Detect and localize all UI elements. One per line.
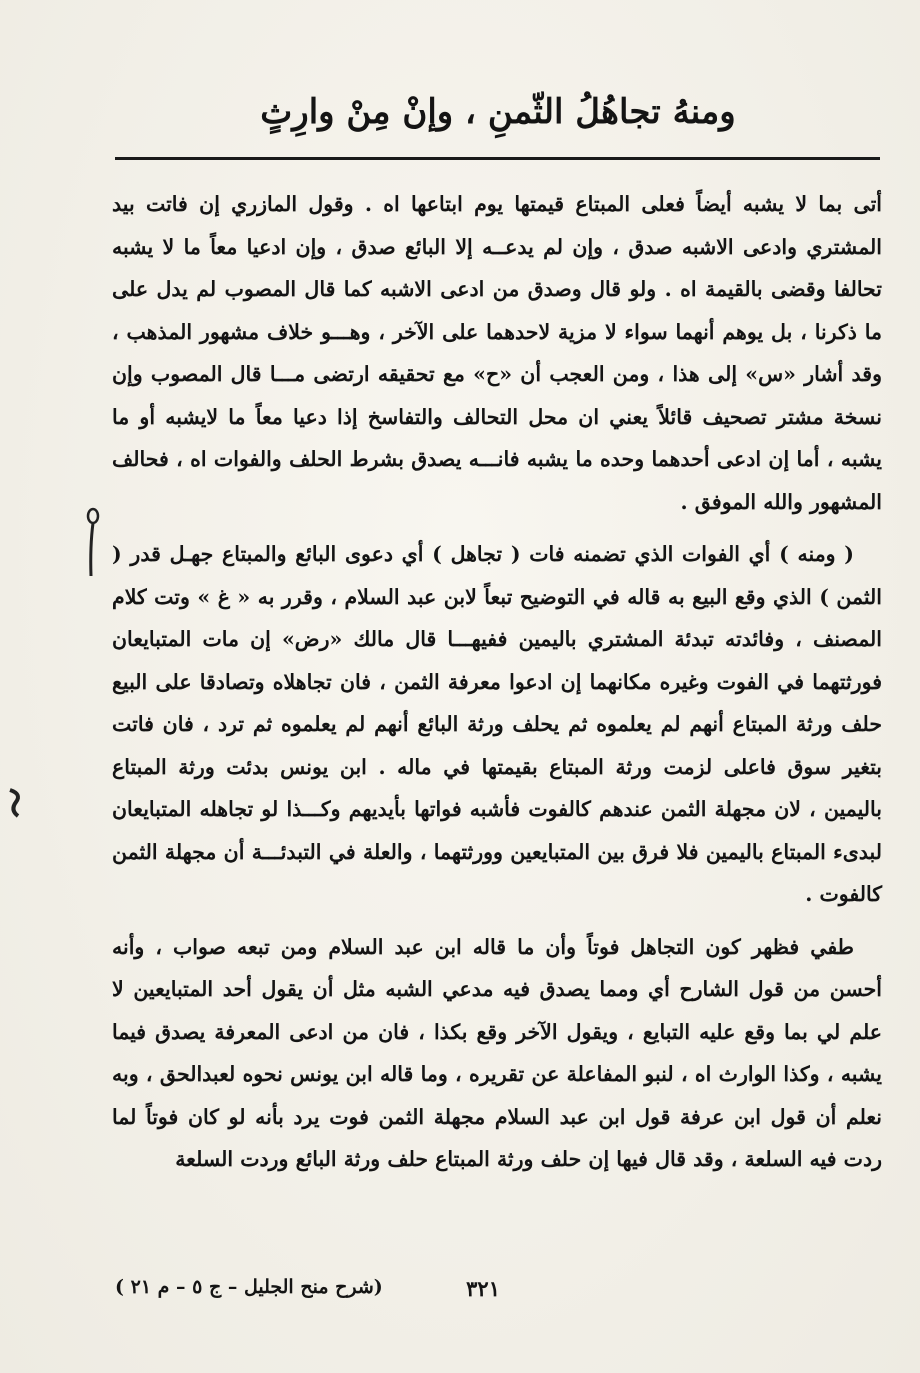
paragraph: طفي فظهر كون التجاهل فوتاً وأن ما قاله ابن عبد السلام ومن تبعه صواب ، وأنه أحسن من قول الشارح أي ومما يصدق فيه مدعي الشبه مثل أن يقول أحد المتبايعين لا علم لي بما وقع عليه التبايع ، ويقول الآخر وقع بكذا ، فان من ادعى المعرفة يصدق فيما يشبه ، وكذا الوارث اه ، لنبو المفاعلة عن تقريره ، وما قاله ابن يونس نحوه لعبدالحق ، وبه نعلم أن قول ابن عرفة قول ابن عبد السلام مجهلة الثمن فوت يرد بأنه لو كان فوتاً لما ردت فيه السلعة ، وقد قال فيها إن حلف ورثة المبتاع حلف ورثة البائع وردت السلعة [112,934,882,1171]
page-footer [115,1276,880,1306]
page-number: ٣٢١ [466,1276,500,1301]
paragraph: أتى بما لا يشبه أيضاً فعلى المبتاع قيمتها يوم ابتاعها اه . وقول المازري إن فاتت بيد المشتري وادعى الاشبه صدق ، وإن لم يدعــه إلا البائع صدق ، وإن ادعيا معاً ما لا يشبه تحالفا وقضى بالقيمة اه . ولو قال وصدق من ادعى الاشبه كما قال المصوب لم يدل على ما ذكرنا ، بل يوهم أنهما سواء لا مزية لاحدهما على الآخر ، وهـــو خلاف مشهور المذهب ، وقد أشار «س» إلى هذا ، ومن العجب أن «ح» مع تحقيقه ارتضى مـــا قال المصوب وإن نسخة مشتر تصحيف قائلاً يعني ان محل التحالف والتفاسخ إذا دعيا معاً ما لايشبه أو ما يشبه ، أما إن ادعى أحدهما وحده ما يشبه فانـــه يصدق بشرط الحلف والفوات اه ، فحالف المشهور والله الموفق . [112,192,882,514]
header-rule [115,157,880,160]
paragraph: ( ومنه ) أي الفوات الذي تضمنه فات ( تجاهل ) أي دعوى البائع والمبتاع جهـل قدر ( الثمن ) الذي وقع البيع به قاله في التوضيح تبعاً لابن عبد السلام ، وقرر به « غ » وتت كلام المصنف ، وفائدته تبدئة المشتري باليمين ففيهـــا قال مالك «رض» إن مات المتبايعان فورثتهما في الفوت وغيره مكانهما إن ادعوا معرفة الثمن ، فان تجاهلاه وتصادقا على البيع حلف ورثة المبتاع أنهم لم يعلموه ثم يحلف ورثة البائع أنهم لم يعلموه ثم ترد ، فان فاتت بتغير سوق فاعلى لزمت ورثة المبتاع بقيمتها في ماله . ابن يونس بدئت ورثة المبتاع باليمين ، لان مجهلة الثمن عندهم كالفوت فأشبه فواتها بأيديهم وكـــذا لو تجاهله المتبايعان لبدىء المبتاع باليمين فلا فرق بين المتبايعين وورثتهما ، والعلة في التبدئـــة أن مجهلة الثمن كالفوت . [112,542,882,906]
page-header: ومنهُ تجاهُلُ الثّمنِ ، وإنْ مِنْ وارِثٍ [260,92,736,132]
source-reference: (شرح منح الجليل – ج ٥ – م ٢١ ) [115,1276,383,1298]
body-text [112,183,882,1181]
margin-ink-mark [4,786,26,818]
margin-ink-mark [82,506,102,584]
